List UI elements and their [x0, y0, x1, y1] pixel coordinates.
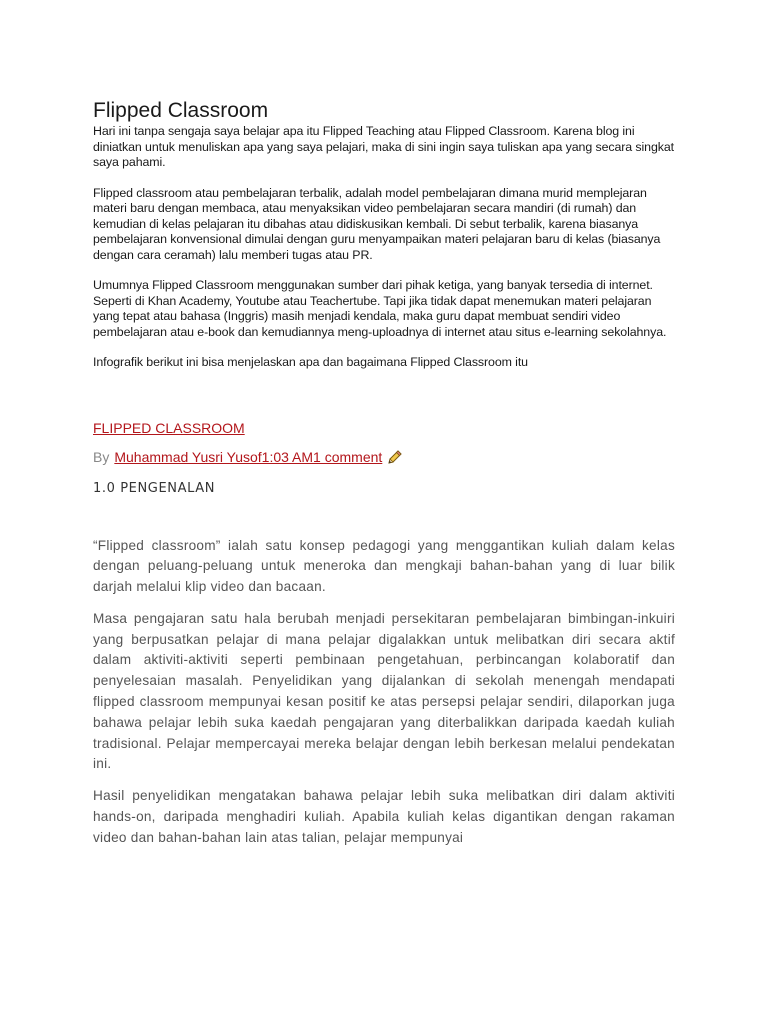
document-page — [93, 98, 675, 860]
body-paragraph: “Flipped classroom” ialah satu konsep pedagogi yang menggantikan kuliah dalam kelas dengan peluang-peluang untuk meneroka dan mengkaji bahan-bahan yang di luar bilik darjah melalui klip video dan bacaan. — [93, 537, 675, 595]
intro-section — [93, 124, 675, 371]
body-paragraph: Masa pengajaran satu hala berubah menjadi persekitaran pembelajaran bimbingan-inkuiri yang berpusatkan pelajar di mana pelajar digalakkan untuk melibatkan diri secara aktif dalam aktiviti-aktiviti seperti pembinaan pengetahuan, perbincangan kolaboratif dan penyelesaian masalah. Penyelidikan yang dijalankan di sekolah menengah mendapati flipped classroom mempunyai kesan positif ke atas persepsi pelajar sendiri, dilaporkan juga bahawa pelajar lebih suka kaedah pengajaran yang diterbalikkan daripada kaedah kuliah tradisional. Pelajar mempercayai mereka belajar dengan lebih berkesan melalui pendekatan ini. — [93, 610, 675, 772]
pencil-icon[interactable] — [387, 449, 403, 465]
intro-paragraph: Hari ini tanpa sengaja saya belajar apa itu Flipped Teaching atau Flipped Classroom. Karena blog ini diniatkan untuk menuliskan apa yang saya pelajari, maka di sini ingin saya tuliskan apa yang secara singkat saya pahami. — [93, 124, 674, 169]
intro-paragraph: Flipped classroom atau pembelajaran terbalik, adalah model pembelajaran dimana murid memplejaran materi baru dengan membaca, atau menyaksikan video pembelajaran secara mandiri (di rumah) dan kemudian di kelas pelajaran itu dibahas atau didiskusikan kembali. Di sebut terbalik, karena biasanya pembelajaran konvensional dimulai dengan guru menyampaikan materi pelajaran baru di kelas (biasanya dengan cara ceramah) lalu memberi tugas atau PR. — [93, 185, 661, 262]
post-byline — [93, 448, 675, 466]
post-title — [93, 419, 675, 437]
author-link[interactable]: Muhammad Yusri Yusof1:03 AM1 comment — [114, 448, 383, 465]
post-title-link[interactable]: FLIPPED CLASSROOM — [93, 419, 245, 436]
intro-paragraph: Umumnya Flipped Classroom menggunakan sumber dari pihak ketiga, yang banyak tersedia di internet. Seperti di Khan Academy, Youtube atau Teachertube. Tapi jika tidak dapat menemukan materi pelajaran yang tepat atau bahasa (Inggris) masih menjadi kendala, maka guru dapat membuat sendiri video pembelajaran atau e-book dan kemudiannya meng-uploadnya di internet atau situs e-learning sekolahnya. — [93, 278, 667, 339]
body-paragraph: Hasil penyelidikan mengatakan bahawa pelajar lebih suka melibatkan diri dalam aktiviti hands-on, daripada menghadiri kuliah. Apabila kuliah kelas digantikan dengan rakaman video dan bahan-bahan lain atas talian, pelajar mempunyai — [93, 788, 675, 845]
page-title: Flipped Classroom — [93, 99, 269, 122]
post-body — [93, 536, 675, 849]
by-label: By — [93, 448, 110, 465]
section-heading: 1.0 PENGENALAN — [93, 480, 216, 496]
intro-paragraph: Infografik berikut ini bisa menjelaskan apa dan bagaimana Flipped Classroom itu — [93, 355, 528, 369]
